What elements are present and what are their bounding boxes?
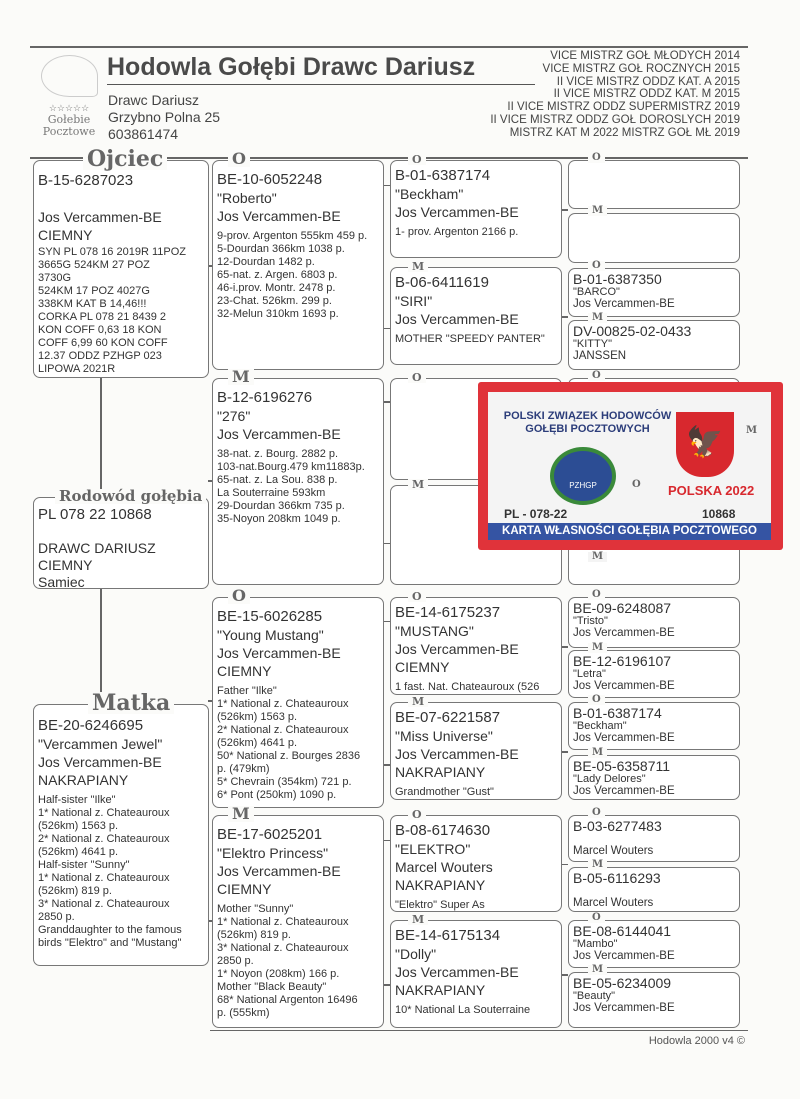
breeder-name: Marcel Wouters: [573, 845, 654, 857]
pigeon-name: "Young Mustang": [217, 627, 324, 643]
grandparent-box-label: O: [408, 372, 426, 383]
grandparent-box-label: M: [408, 261, 428, 272]
pigeon-name: "Elektro Princess": [217, 845, 329, 861]
pigeon-name: "KITTY": [573, 338, 612, 350]
connector-line: [100, 378, 102, 497]
race-results: 10* National La Souterraine: [395, 1004, 531, 1016]
connector-line: [562, 751, 568, 753]
great-grandparent-box-label: M: [588, 313, 607, 323]
great-grandparent-box-label: O: [588, 371, 605, 381]
great-grandparent-box-label: O: [588, 590, 605, 600]
pigeon-name: "BARCO": [573, 286, 620, 298]
pzhgp-emblem-icon: [550, 447, 616, 505]
ring-number: B-15-6287023: [38, 172, 134, 189]
color-label: CIEMNY: [38, 227, 93, 243]
pigeon-name: "Dolly": [395, 946, 437, 962]
great-grandparent-box: [568, 867, 740, 912]
ring-number: BE-14-6175134: [395, 927, 501, 944]
breeder-name: Jos Vercammen-BE: [395, 311, 519, 327]
achievements-list: [490, 50, 740, 140]
color-label: NAKRAPIANY: [395, 764, 486, 780]
ring-number: DV-00825-02-0433: [573, 323, 692, 339]
achievement-line: VICE MISTRZ GOŁ ROCZNYCH 2015: [542, 62, 740, 75]
breeder-contact: [108, 92, 220, 143]
spacer: [573, 885, 735, 897]
page-title: Hodowla Gołębi Drawc Dariusz: [107, 53, 476, 81]
footer-rule: [210, 1030, 748, 1031]
pigeon-name: "Beckham": [573, 720, 627, 732]
race-results: Grandmother "Gust": [395, 786, 494, 798]
pigeon-name: "276": [217, 408, 251, 424]
grandparent-box-label: O: [408, 154, 426, 165]
achievement-line: VICE MISTRZ GOŁ MŁODYCH 2014: [550, 50, 740, 62]
breeder-name: Jos Vercammen-BE: [395, 204, 519, 220]
grandparent-box: [390, 160, 562, 258]
pigeon-name: "Beauty": [573, 990, 616, 1002]
ownership-card: [478, 382, 783, 550]
breeder-name: Jos Vercammen-BE: [395, 964, 519, 980]
connector-line: [562, 646, 568, 648]
breeder-name: Jos Vercammen-BE: [573, 785, 675, 797]
color-label: CIEMNY: [217, 881, 272, 897]
pigeon-name: "Miss Universe": [395, 728, 493, 744]
breeder-name: Jos Vercammen-BE: [573, 298, 675, 310]
grandparent-box: [390, 920, 562, 1028]
ring-number: BE-08-6144041: [573, 923, 672, 939]
breeder-name: DRAWC DARIUSZ: [38, 540, 156, 556]
breeder-name: Jos Vercammen-BE: [38, 754, 162, 770]
breeder-name: Jos Vercammen-BE: [573, 732, 675, 744]
grandparent-box-label: M: [408, 696, 428, 707]
sire-box-label: Ojciec: [83, 148, 167, 170]
race-results: 38-nat. z. Bourg. 2882 p. 103-nat.Bourg.479 km11883p. 65-nat. z. La Sou. 838 p. La Souterraine 593km 29-Dourdan 366km 735 p. 35-Noyon 208km 1049 p.: [217, 448, 365, 525]
pigeon-name: "Mambo": [573, 938, 618, 950]
achievement-line: II VICE MISTRZ ODDZ GOŁ DOROSLYCH 2019: [490, 113, 740, 126]
breeder-name: Jos Vercammen-BE: [217, 426, 341, 442]
great-grandparent-box-label: O: [588, 808, 605, 818]
great-grandparent-box: [568, 755, 740, 800]
pigeon-name: "Beckham": [395, 186, 464, 202]
dam-box-label: Matka: [88, 692, 174, 714]
race-results: 1 fast. Nat. Chateauroux (526: [395, 681, 540, 693]
spacer: [573, 833, 735, 845]
achievement-line: II VICE MISTRZ ODDZ KAT. A 2015: [556, 75, 740, 88]
ring-number: BE-14-6175237: [395, 604, 501, 621]
ring-number: B-05-6116293: [573, 870, 661, 886]
great-grandparent-box: [568, 213, 740, 263]
color-label: NAKRAPIANY: [38, 772, 129, 788]
footer-text: Hodowla 2000 v4 ©: [648, 1035, 745, 1047]
color-label: CIEMNY: [38, 557, 93, 573]
pigeon-box-label: Rodowód gołębia: [55, 489, 206, 504]
ring-number: BE-09-6248087: [573, 600, 672, 616]
ring-number: BE-05-6234009: [573, 975, 672, 991]
great-grandparent-box: [568, 597, 740, 648]
breeder-logo: [34, 55, 104, 140]
connector-line: [562, 316, 568, 318]
grandparent-box: [390, 815, 562, 912]
parent-box: [212, 160, 384, 370]
race-results: Half-sister "Ilke" 1* National z. Chateauroux (526km) 1563 p. 2* National z. Chateauroux (526km) 4641 p. Half-sister "Sunny" 1* National z. Chateauroux (526km) 819 p. 3* National z. Chateauroux 2850 p. Granddaughter to the famous birds "Elektro" and "Mustang": [38, 794, 182, 949]
pigeon-head-icon: [41, 55, 98, 97]
card-ring-prefix: PL - 078-22: [504, 507, 568, 521]
great-grandparent-box-label: M: [588, 552, 607, 562]
great-grandparent-box: [568, 920, 740, 968]
spacer: [38, 190, 204, 208]
pigeon-name: "Lady Delores": [573, 773, 646, 785]
dam-box: [33, 704, 209, 966]
ring-number: BE-12-6196107: [573, 653, 672, 669]
pigeon-box: [33, 497, 209, 589]
great-grandparent-box-label: M: [588, 643, 607, 653]
breeder-name: Marcel Wouters: [395, 859, 493, 875]
great-grandparent-box: [568, 702, 740, 750]
ring-number: BE-17-6025201: [217, 826, 323, 843]
great-grandparent-box: [568, 268, 740, 317]
connector-line: [562, 864, 568, 866]
color-label: NAKRAPIANY: [395, 877, 486, 893]
ring-number: B-01-6387174: [395, 167, 491, 184]
parent-box-label: M: [228, 369, 254, 385]
great-grandparent-box: [568, 160, 740, 209]
ring-number: BE-20-6246695: [38, 717, 144, 734]
ring-number: BE-07-6221587: [395, 709, 501, 726]
achievement-line: II VICE MISTRZ ODDZ KAT. M 2015: [553, 88, 740, 101]
breeder-name: Jos Vercammen-BE: [573, 1002, 675, 1014]
achievement-line: MISTRZ KAT M 2022 MISTRZ GOŁ MŁ 2019: [509, 126, 740, 139]
race-results: MOTHER "SPEEDY PANTER": [395, 333, 545, 345]
breeder-name: Jos Vercammen-BE: [573, 680, 675, 692]
race-results: Father "Ilke" 1* National z. Chateauroux (526km) 1563 p. 2* National z. Chateauroux (526km) 4641 p. 50* National z. Bourges 2836 p. (479km) 5* Chevrain (354km) 721 p. 6* Pont (250km) 1090 p.: [217, 685, 361, 801]
connector-line: [562, 209, 568, 211]
ring-number: B-01-6387350: [573, 271, 662, 287]
header-top-rule: [30, 46, 748, 48]
connector-line: [100, 589, 102, 704]
parent-box-label: O: [228, 151, 250, 167]
breeder-name: Marcel Wouters: [573, 897, 654, 909]
pigeon-name: "Letra": [573, 668, 606, 680]
logo-stars: ☆☆☆☆☆: [48, 103, 90, 113]
ring-number: BE-15-6026285: [217, 608, 323, 625]
breeder-name: Jos Vercammen-BE: [573, 950, 675, 962]
title-underline: [107, 84, 535, 85]
grandparent-box-label: O: [408, 591, 426, 602]
breeder-name: Jos Vercammen-BE: [573, 627, 675, 639]
parent-box-label: O: [228, 588, 250, 604]
great-grandparent-box: [568, 815, 740, 862]
grandparent-box: [390, 702, 562, 800]
owner-name: Drawc Dariusz: [108, 92, 200, 108]
emblem-text: PZHGP: [569, 481, 597, 490]
color-label: NAKRAPIANY: [395, 982, 486, 998]
race-results: Samiec: [38, 574, 85, 589]
grandparent-box-label: M: [408, 914, 428, 925]
color-label: CIEMNY: [395, 659, 450, 675]
great-grandparent-box: [568, 972, 740, 1028]
race-results: SYN PL 078 16 2019R 11POZ 3665G 524KM 27 POZ 3730G 524KM 17 POZ 4027G 338KM KAT B 14,46!!! CORKA PL 078 21 8439 2 KON COFF 0,63 18 KON COFF 6,99 60 KON COFF 12.37 ODDZ PZHGP 023 LIPOWA 2021R: [38, 246, 186, 375]
grandparent-box-label: O: [408, 809, 426, 820]
address: Grzybno Polna 25: [108, 109, 221, 125]
parent-box: [212, 597, 384, 808]
grandparent-box: [390, 597, 562, 695]
card-country: POLSKA 2022: [668, 483, 755, 498]
pigeon-name: "SIRI": [395, 293, 433, 309]
breeder-name: JANSSEN: [573, 350, 627, 362]
grandparent-box-label: M: [408, 479, 428, 490]
parent-box-label: M: [228, 806, 254, 822]
ring-number: B-06-6411619: [395, 274, 489, 291]
connector-line: [562, 974, 568, 976]
ring-number: B-01-6387174: [573, 705, 662, 721]
logo-text: Pocztowe: [42, 125, 96, 138]
color-label: CIEMNY: [217, 663, 272, 679]
ring-number: BE-05-6358711: [573, 758, 671, 774]
race-results: 9-prov. Argenton 555km 459 p. 5-Dourdan 366km 1038 p. 12-Dourdan 1482 p. 65-nat. z. Argen. 6803 p. 46-i.prov. Montr. 2478 p. 23-Chat. 526km. 299 p. 32-Melun 310km 1693 p.: [217, 230, 368, 320]
spacer: [38, 523, 204, 540]
great-grandparent-box: [568, 320, 740, 370]
achievement-line: II VICE MISTRZ ODDZ SUPERMISTRZ 2019: [507, 101, 740, 114]
breeder-name: Jos Vercammen-BE: [217, 208, 341, 224]
ring-number: PL 078 22 10868: [38, 506, 152, 523]
parent-box: [212, 815, 384, 1028]
great-grandparent-box-label: O: [588, 261, 605, 271]
polish-eagle-icon: 🦅: [676, 412, 734, 477]
ring-number: B-08-6174630: [395, 822, 491, 839]
breeder-name: Jos Vercammen-BE: [395, 746, 519, 762]
race-results: 1- prov. Argenton 2166 p.: [395, 226, 519, 238]
great-grandparent-box: [568, 650, 740, 698]
grandparent-box: [390, 267, 562, 365]
great-grandparent-box-label: M: [588, 965, 607, 975]
great-grandparent-box-label: O: [588, 913, 605, 923]
pigeon-name: "Roberto": [217, 190, 277, 206]
pigeon-name: "MUSTANG": [395, 623, 474, 639]
great-grandparent-box-label: M: [742, 426, 761, 436]
ring-number: B-03-6277483: [573, 818, 662, 834]
card-caption: KARTA WŁASNOŚCI GOŁĘBIA POCZTOWEGO: [488, 523, 771, 540]
breeder-name: Jos Vercammen-BE: [217, 645, 341, 661]
parent-box: [212, 378, 384, 585]
race-results: "Elektro" Super As: [395, 899, 485, 911]
breeder-name: Jos Vercammen-BE: [38, 209, 162, 225]
great-grandparent-box-label: O: [588, 153, 605, 163]
card-org: POLSKI ZWIĄZEK HODOWCÓW GOŁĘBI POCZTOWYCH: [503, 410, 672, 435]
logo-text: Gołebie: [47, 113, 91, 126]
great-grandparent-box-label: M: [588, 748, 607, 758]
great-grandparent-box-label: O: [628, 480, 645, 490]
breeder-name: Jos Vercammen-BE: [217, 863, 341, 879]
ring-number: BE-10-6052248: [217, 171, 323, 188]
pigeon-name: "ELEKTRO": [395, 841, 471, 857]
card-ring-number: 10868: [702, 507, 736, 521]
race-results: Mother "Sunny" 1* National z. Chateauroux (526km) 819 p. 3* National z. Chateauroux 2850 p. 1* Noyon (208km) 166 p. Mother "Black Beauty" 68* National Argenton 16496 p. (555km): [217, 903, 358, 1019]
great-grandparent-box-label: O: [588, 695, 605, 705]
great-grandparent-box-label: M: [588, 206, 607, 216]
phone: 603861474: [108, 126, 179, 142]
great-grandparent-box-label: M: [588, 860, 607, 870]
breeder-name: Jos Vercammen-BE: [395, 641, 519, 657]
pigeon-name: "Vercammen Jewel": [38, 736, 163, 752]
sire-box: [33, 160, 209, 378]
ring-number: B-12-6196276: [217, 389, 313, 406]
pigeon-name: "Tristo": [573, 615, 608, 627]
